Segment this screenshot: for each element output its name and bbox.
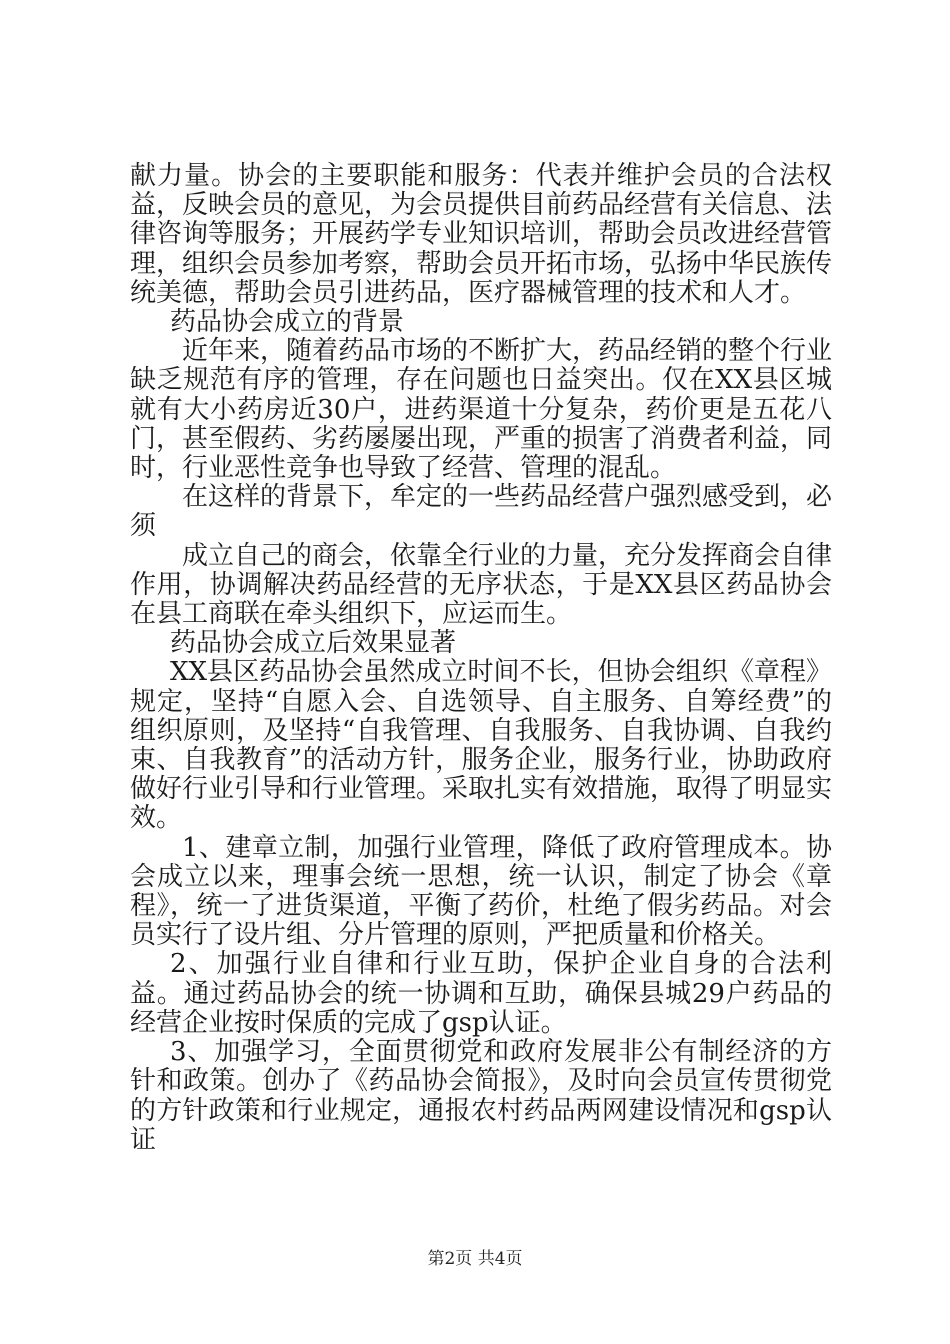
paragraph-under-background: 在这样的背景下，牟定的一些药品经营户强烈感受到，必须 [130,482,833,542]
paragraph-association-principles: XX县区药品协会虽然成立时间不长，但协会组织《章程》规定，坚持“自愿入会、自选领导、自主服务、自筹经费”的组织原则，及坚持“自我管理、自我服务、自我协调、自我约束、自我教育”的活动方针，服务企业，服务行业，协助政府做好行业引导和行业管理。采取扎实有效措施，取得了明显实效。 [130,657,833,834]
paragraph-establish-chamber: 成立自己的商会，依靠全行业的力量，充分发挥商会自律作用，协调解决药品经营的无序状态，于是XX县区药品协会在县工商联在牵头组织下，应运而生。 [130,540,833,630]
page-footer [0,1244,950,1269]
paragraph-functions: 献力量。协会的主要职能和服务：代表并维护会员的合法权益，反映会员的意见，为会员提供目前药品经营有关信息、法律咨询等服务；开展药学专业知识培训，帮助会员改进经营管理，组织会员参加考察，帮助会员开拓市场，弘扬中华民族传统美德，帮助会员引进药品，医疗器械管理的技术和人才。 [130,161,833,308]
heading-background: 药品协会成立的背景 [170,307,405,338]
page-number: 第2页 共4页 [427,1249,523,1269]
paragraph-recent-years: 近年来，随着药品市场的不断扩大，药品经销的整个行业缺乏规范有序的管理，存在问题也日益突出。仅在XX县区城就有大小药房近30户，进药渠道十分复杂，药价更是五花八门，甚至假药、劣药屡屡出现，严重的损害了消费者利益，同时，行业恶性竞争也导致了经营、管理的混乱。 [130,336,833,484]
heading-effects: 药品协会成立后效果显著 [170,628,457,659]
document-body [130,162,832,1155]
paragraph-item-2: 2、加强行业自律和行业互助，保护企业自身的合法利益。通过药品协会的统一协调和互助，确保县城29户药品的经营企业按时保质的完成了gsp认证。 [130,949,832,1038]
paragraph-item-1: 1、建章立制，加强行业管理，降低了政府管理成本。协会成立以来，理事会统一思想，统一认识，制定了协会《章程》，统一了进货渠道，平衡了药价，杜绝了假劣药品。对会员实行了设片组、分片管理的原则，严把质量和价格关。 [130,832,832,951]
paragraph-item-3: 3、加强学习，全面贯彻党和政府发展非公有制经济的方针和政策。创办了《药品协会简报》，及时向会员宣传贯彻党的方针政策和行业规定，通报农村药品两网建设情况和gsp认证 [130,1037,832,1155]
